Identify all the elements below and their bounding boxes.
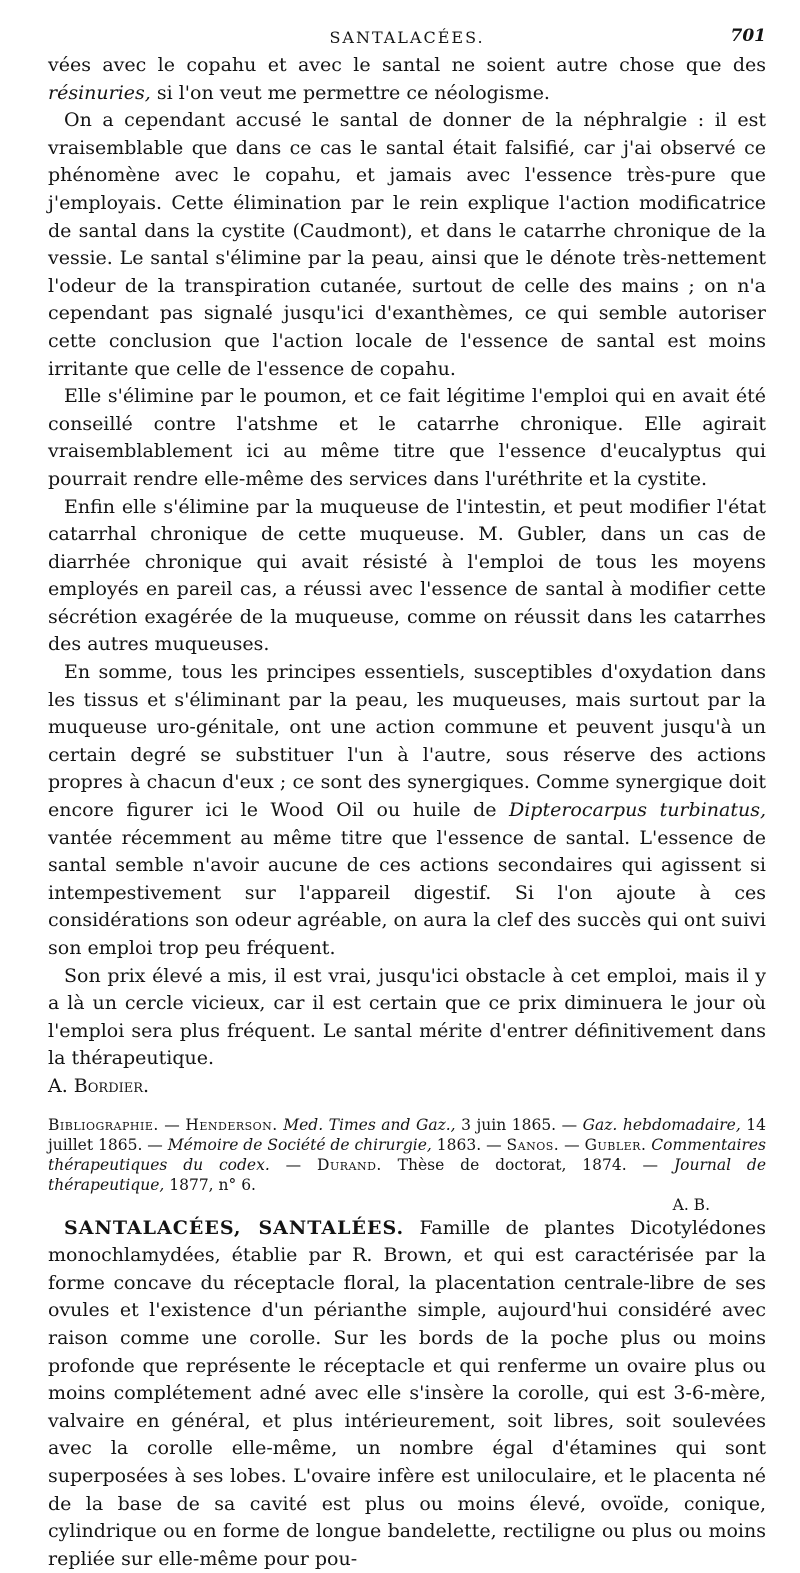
entry-headword: SANTALACÉES, SANTALÉES. bbox=[64, 1216, 405, 1239]
page-number: 701 bbox=[730, 26, 766, 46]
paragraph-intestin: Enfin elle s'élimine par la muqueuse de l'intestin, et peut modifier l'état catarrhal chronique de cette muqueuse. M. Gubler, dans un cas de diarrhée chronique qui avait résisté à l'emploi de tous les moyens employés en pareil cas, a réussi avec l'essence de santal à modifier cette sécrétion exagérée de la muqueuse, comme on réussit dans les catarrhes des autres muqueuses. bbox=[48, 495, 766, 656]
bibliography-label: Bibliographie. bbox=[48, 1115, 159, 1134]
p1-text-end: si l'on veut me permettre ce néologisme. bbox=[150, 81, 550, 104]
p5-text-end: vantée récemment au même titre que l'essence de santal. L'essence de santal semble n'avoir aucune de ces actions secondaires qui agissent si intempestivement sur l'appareil digestif. Si l'on ajoute à ces considérations son odeur agréable, on aura la clef des succès qui ont suivi son emploi trop peu fréquent. bbox=[48, 826, 766, 959]
bibliography bbox=[48, 1115, 766, 1195]
bib-author-sanos: Sanos. bbox=[506, 1135, 560, 1154]
bib-author-durand: Durand. bbox=[317, 1155, 382, 1174]
bibliography-initials: A. B. bbox=[672, 1195, 710, 1214]
bib-author-gubler: Gubler. bbox=[584, 1135, 647, 1154]
paragraph-continuation bbox=[48, 52, 766, 107]
running-title: SANTALACÉES. bbox=[329, 28, 485, 47]
bib-sep-1: — bbox=[158, 1115, 186, 1134]
p1-text: vées avec le copahu et avec le santal ne soient autre chose que des bbox=[48, 54, 766, 76]
running-header bbox=[48, 22, 766, 52]
p5-text: En somme, tous les principes essentiels, susceptibles d'oxydation dans les tissus et s'éliminant par la peau, les muqueuses, mais surtout par la muqueuse uro-génitale, ont une action commune et peuvent jusqu'à un certain degré se substituer l'un à l'autre, sous réserve des actions propres à chacun d'eux ; ce sont des synergiques. Comme synergique doit encore figurer ici le Wood Oil ou huile de bbox=[48, 661, 766, 822]
entry-text: Famille de plantes Dicotylédones monochlamydées, établie par R. Brown, et qui est caractérisée par la forme concave du réceptacle floral, la placentation centrale-libre de ses ovules et l'existence d'un périanthe simple, aujourd'hui considéré avec raison comme une corolle. Sur les bords de la poche plus ou moins profonde que représente le réceptacle et qui renferme un ovaire plus ou moins complétement adné avec elle s'insère la corolle, qui est 3-6-mère, valvaire en général, et plus intérieurement, soit libres, soit soulevées avec la corolle elle-même, un nombre égal d'étamines qui sont superposées à ses lobes. L'ovaire infère est uniloculaire, et le placenta né de la base de sa cavité est plus ou moins élevé, ovoïde, conique, cylindrique ou en forme de longue bandelette, rectiligne ou plus ou moins repliée sur elle-même pour pou- bbox=[48, 1216, 766, 1570]
p1-italic-term: résinuries, bbox=[48, 81, 151, 104]
article-signature: A. Bordier. bbox=[48, 1074, 150, 1097]
bib-date-4: Thèse de doctorat, 1874. — bbox=[381, 1155, 674, 1174]
bib-title-journal: Journal de thérapeutique, bbox=[48, 1155, 767, 1194]
bib-title-memoire: Mémoire de Société de chirurgie, bbox=[167, 1135, 432, 1154]
bib-sep-3: — bbox=[269, 1155, 318, 1174]
bib-title-med-times: Med. Times and Gaz., bbox=[277, 1115, 456, 1134]
document-page bbox=[48, 22, 767, 1570]
paragraph-poumon: Elle s'élimine par le poumon, et ce fait légitime l'emploi qui en avait été conseillé contre l'atshme et le catarrhe chronique. Elle agirait vraisemblablement ici au même titre que l'essence d'eucalyptus qui pourrait rendre elle-même des services dans l'uréthrite et la cystite. bbox=[48, 385, 766, 490]
p5-italic-species: Dipterocarpus turbinatus, bbox=[508, 799, 766, 822]
bib-date-1: 3 juin 1865. — bbox=[455, 1115, 583, 1134]
bib-date-5: 1877, n° 6. bbox=[164, 1175, 256, 1194]
bib-date-2: 14 juillet 1865. — bbox=[48, 1115, 767, 1154]
paragraph-nephralgie: On a cependant accusé le santal de donner de la néphralgie : il est vraisemblable que dans ce cas le santal était falsifié, car j'ai observé ce phénomène avec le copahu, et jamais avec l'essence très-pure que j'employais. Cette élimination par le rein explique l'action modificatrice de santal dans la cystite (Caudmont), et dans le catarrhe chronique de la vessie. Le santal s'élimine par la peau, ainsi que le dénote très-nettement l'odeur de la transpiration cutanée, surtout de celle des mains ; on n'a cependant pas signalé jusqu'ici d'exanthèmes, ce qui semble autoriser cette conclusion que l'action locale de l'essence de santal est moins irritante que celle de l'essence de copahu. bbox=[48, 109, 766, 380]
bib-title-gaz-hebdo: Gaz. hebdomadaire, bbox=[582, 1115, 741, 1134]
bib-date-3: 1863. — bbox=[431, 1135, 507, 1154]
article-signature-line bbox=[48, 1073, 766, 1101]
bib-sep-2: — bbox=[559, 1135, 585, 1154]
paragraph-synergiques bbox=[48, 659, 766, 963]
paragraph-prix: Son prix élevé a mis, il est vrai, jusqu'ici obstacle à cet emploi, mais il y a là un cercle vicieux, car il est certain que ce prix diminuera le jour où l'emploi sera plus fréquent. Le santal mérite d'entrer définitivement dans la thérapeutique. bbox=[48, 964, 766, 1070]
bib-title-commentaires: Commentaires thérapeutiques du codex. bbox=[48, 1135, 767, 1174]
bib-author-henderson: Henderson. bbox=[185, 1115, 278, 1134]
